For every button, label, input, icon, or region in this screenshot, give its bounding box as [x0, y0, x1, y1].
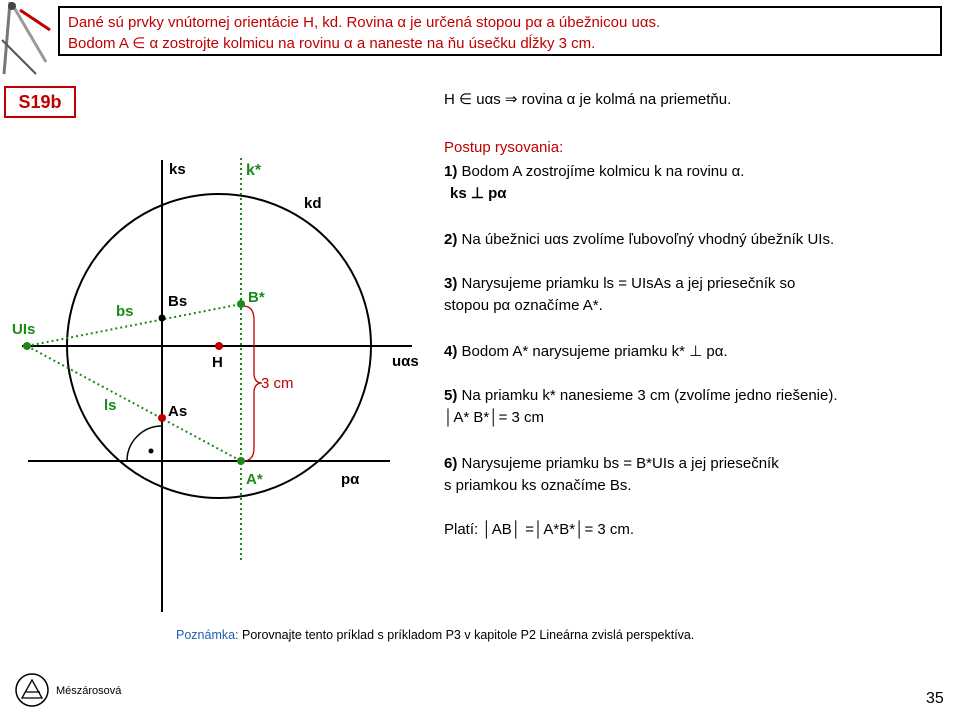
point-Bstar — [237, 300, 245, 308]
step-2 — [444, 230, 834, 250]
author-logo-icon — [14, 672, 50, 708]
label-H: H — [212, 354, 223, 371]
step-1-num: 1) — [444, 163, 458, 180]
note — [176, 628, 694, 642]
step-3 — [444, 274, 795, 294]
label-Bs: Bs — [168, 293, 188, 310]
line-bs — [27, 304, 241, 346]
label-ua: uαs — [392, 353, 419, 370]
distance-brace — [243, 306, 262, 461]
step-6-text-2: s priamkou ks označíme Bs. — [444, 477, 632, 494]
right-angle-arc — [127, 426, 162, 461]
task-line-1: Dané sú prvky vnútornej orientácie H, kd. Rovina α je určená stopou pα a úbežnicou uαs. — [68, 14, 661, 31]
step-5-sub: │A* B*│= 3 cm — [444, 409, 545, 426]
label-distance: 3 cm — [261, 375, 294, 392]
label-Astar: A* — [246, 471, 263, 488]
label-Uls: UIs — [12, 321, 36, 338]
step-3-text-2: stopou pα označíme A*. — [444, 297, 603, 314]
task-line-2: Bodom A ∈ α zostrojte kolmicu na rovinu α a naneste na ňu úsečku dĺžky 3 cm. — [68, 35, 596, 52]
step-1-text: Bodom A zostrojíme kolmicu k na rovinu α. — [461, 163, 745, 180]
step-5-text: Na priamku k* nanesieme 3 cm (zvolíme jedno riešenie). — [461, 387, 838, 404]
label-pa: pα — [341, 471, 360, 488]
author-name: Mészárosová — [56, 685, 122, 697]
note-text: Porovnajte tento príklad s príkladom P3 v kapitole P2 Lineárna zvislá perspektíva. — [242, 628, 695, 642]
compass-logo — [0, 0, 58, 80]
statement: H ∈ uαs ⇒ rovina α je kolmá na priemetňu. — [444, 91, 732, 108]
note-label: Poznámka: — [176, 628, 239, 642]
page-number: 35 — [926, 690, 944, 707]
step-5 — [444, 386, 838, 406]
result-line: Platí: │AB│ =│A*B*│= 3 cm. — [444, 521, 635, 538]
point-Astar — [237, 457, 245, 465]
step-4 — [444, 342, 728, 362]
label-kstar: k* — [246, 162, 262, 179]
label-kd: kd — [304, 195, 322, 212]
label-Bstar: B* — [248, 289, 265, 306]
step-3-num: 3) — [444, 275, 458, 292]
step-5-num: 5) — [444, 387, 458, 404]
procedure-title: Postup rysovania: — [444, 139, 564, 156]
right-angle-dot — [149, 449, 154, 454]
step-6 — [444, 454, 779, 474]
line-ls — [27, 346, 241, 461]
point-H — [215, 342, 223, 350]
point-Uls — [23, 342, 31, 350]
step-2-num: 2) — [444, 231, 458, 248]
point-As — [158, 414, 166, 422]
task-box — [58, 6, 942, 56]
step-4-text: Bodom A* narysujeme priamku k* ⊥ pα. — [461, 343, 728, 360]
construction-diagram — [0, 140, 440, 620]
step-6-text: Narysujeme priamku bs = B*UIs a jej priesečník — [461, 455, 779, 472]
label-ks: ks — [169, 161, 186, 178]
step-6-num: 6) — [444, 455, 458, 472]
slide-id-badge: S19b — [4, 86, 76, 118]
step-3-text: Narysujeme priamku ls = UIsAs a jej priesečník so — [461, 275, 796, 292]
label-bs: bs — [116, 303, 134, 320]
step-1 — [444, 162, 744, 182]
step-1-sub: ks ⊥ pα — [450, 185, 507, 202]
step-2-text: Na úbežnici uαs zvolíme ľubovoľný vhodný úbežník UIs. — [461, 231, 835, 248]
label-ls: ls — [104, 397, 117, 414]
step-4-num: 4) — [444, 343, 458, 360]
point-Bs — [159, 315, 166, 322]
label-As: As — [168, 403, 188, 420]
